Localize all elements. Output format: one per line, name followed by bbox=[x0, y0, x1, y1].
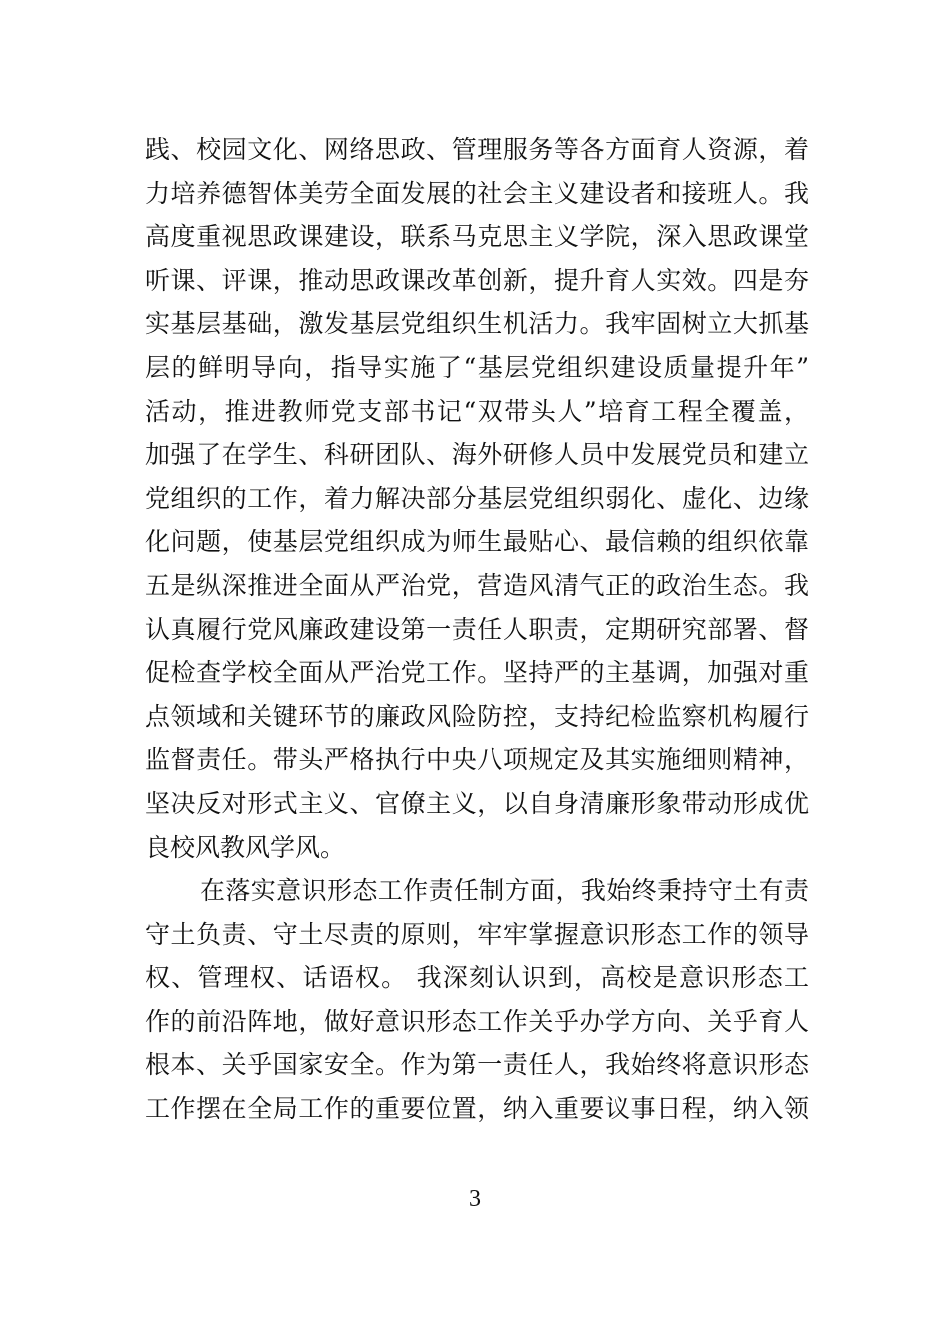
text-line: 工作摆在全局工作的重要位置，纳入重要议事日程，纳入领 bbox=[145, 1094, 809, 1124]
paragraph-first-line: 在落实意识形态工作责任制方面，我始终秉持守土有责 bbox=[200, 876, 809, 906]
text-line: 认真履行党风廉政建设第一责任人职责，定期研究部署、督 bbox=[145, 614, 809, 644]
body-text bbox=[145, 128, 809, 1131]
text-line: 实基层基础，激发基层党组织生机活力。我牢固树立大抓基 bbox=[145, 309, 809, 339]
text-line: 守土负责、守土尽责的原则，牢牢掌握意识形态工作的领导 bbox=[145, 919, 809, 949]
text-line: 党组织的工作，着力解决部分基层党组织弱化、虚化、边缘 bbox=[145, 483, 809, 513]
text-line: 促检查学校全面从严治党工作。坚持严的主基调，加强对重 bbox=[145, 658, 809, 688]
text-line: 高度重视思政课建设，联系马克思主义学院，深入思政课堂 bbox=[145, 222, 809, 252]
text-line: 根本、关乎国家安全。作为第一责任人，我始终将意识形态 bbox=[145, 1050, 809, 1080]
text-line: 权、管理权、话语权。 我深刻认识到，高校是意识形态工 bbox=[145, 963, 809, 993]
text-line: 力培养德智体美劳全面发展的社会主义建设者和接班人。我 bbox=[145, 178, 809, 208]
page-number: 3 bbox=[469, 1186, 481, 1212]
text-line: 层的鲜明导向，指导实施了“基层党组织建设质量提升年” bbox=[145, 352, 809, 382]
text-line: 活动，推进教师党支部书记“双带头人”培育工程全覆盖， bbox=[145, 396, 809, 426]
text-line: 五是纵深推进全面从严治党，营造风清气正的政治生态。我 bbox=[145, 570, 809, 600]
text-line: 点领域和关键环节的廉政风险防控，支持纪检监察机构履行 bbox=[145, 701, 809, 731]
text-line: 化问题，使基层党组织成为师生最贴心、最信赖的组织依靠 bbox=[145, 527, 809, 557]
text-line: 监督责任。带头严格执行中央八项规定及其实施细则精神， bbox=[145, 745, 809, 775]
text-line: 践、校园文化、网络思政、管理服务等各方面育人资源，着 bbox=[145, 135, 809, 164]
paragraph-end-line: 良校风教风学风。 bbox=[145, 832, 346, 862]
text-line: 作的前沿阵地，做好意识形态工作关乎办学方向、关乎育人 bbox=[145, 1006, 809, 1036]
text-line: 加强了在学生、科研团队、海外研修人员中发展党员和建立 bbox=[145, 440, 809, 470]
text-line: 坚决反对形式主义、官僚主义，以自身清廉形象带动形成优 bbox=[145, 788, 809, 818]
text-line: 听课、评课，推动思政课改革创新，提升育人实效。四是夯 bbox=[145, 265, 809, 295]
